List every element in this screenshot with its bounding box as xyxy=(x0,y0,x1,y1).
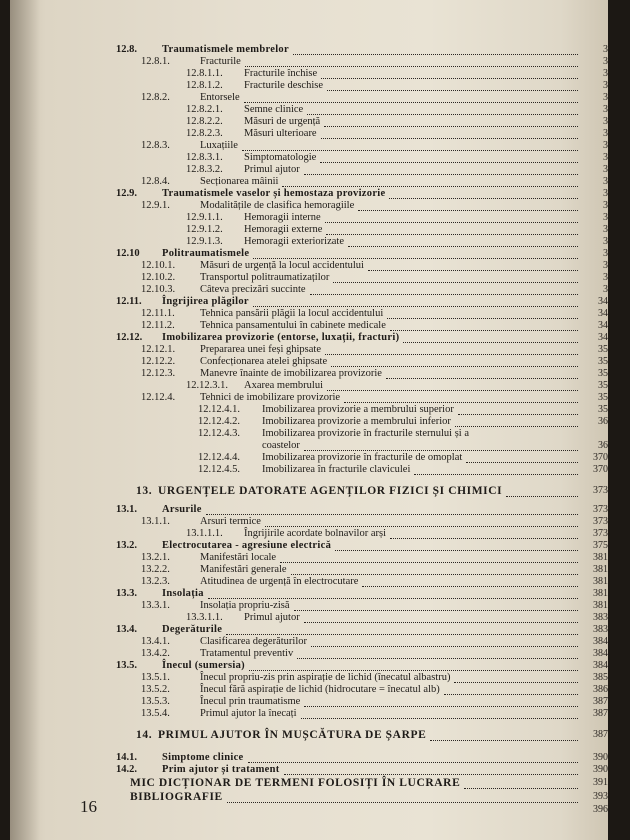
toc-entry-page: 35 xyxy=(598,404,608,415)
toc-entry-page: 35 xyxy=(598,392,608,403)
toc-entry-title: Primul ajutor xyxy=(244,612,300,623)
dot-leader xyxy=(208,598,578,599)
toc-entry-page: 384 xyxy=(593,636,608,647)
toc-entry-title: Arsurile xyxy=(162,504,202,515)
toc-entry xyxy=(10,552,608,564)
toc-entry-title: Entorsele xyxy=(200,92,240,103)
toc-entry-page: 3 xyxy=(603,212,608,223)
toc-entry-page: 390 xyxy=(593,752,608,763)
toc-entry-number: 13.5.2. xyxy=(141,684,170,695)
toc-entry xyxy=(10,188,608,200)
toc-entry-number: 12.10.2. xyxy=(141,272,176,283)
toc-entry-title: Tehnica pansamentului în cabinete medicale xyxy=(200,320,386,331)
toc-entry-number: 13. xyxy=(136,485,153,497)
toc-entry-number: 13.1.1.1. xyxy=(186,528,223,539)
dot-leader xyxy=(226,634,578,635)
toc-entry-page: 3 xyxy=(603,188,608,199)
toc-entry-number: 12.8.1.2. xyxy=(186,80,223,91)
toc-entry xyxy=(10,152,608,164)
toc-entry-title: Măsuri ulterioare xyxy=(244,128,317,139)
toc-entry-number: 12.8.3.1. xyxy=(186,152,223,163)
toc-entry-title: Primul ajutor xyxy=(244,164,300,175)
toc-entry-title: Simptome clinice xyxy=(162,752,244,763)
toc-entry xyxy=(10,236,608,248)
toc-entry-page: 34 xyxy=(598,296,608,307)
dot-leader xyxy=(304,622,578,623)
toc-entry-page: 35 xyxy=(598,368,608,379)
toc-entry-number: 12.12.4.1. xyxy=(198,404,240,415)
toc-entry-number: 12.12.4.5. xyxy=(198,464,240,475)
dot-leader xyxy=(245,66,578,67)
toc-entry-title: Imobilizarea în fracturile claviculei xyxy=(262,464,411,475)
dot-leader xyxy=(282,186,578,187)
toc-entry-number: 13.5.4. xyxy=(141,708,170,719)
dot-leader xyxy=(206,514,578,515)
toc-entry-title: Tehnica pansării plăgii la locul accidentului xyxy=(200,308,384,319)
toc-entry-page: 34 xyxy=(598,320,608,331)
toc-entry-title: Hemoragii interne xyxy=(244,212,321,223)
toc-entry-title: Fracturile deschise xyxy=(244,80,324,91)
dot-leader xyxy=(403,342,578,343)
toc-entry-number: 12.12. xyxy=(116,332,143,343)
toc-entry-page: 385 xyxy=(593,672,608,683)
dot-leader xyxy=(327,90,578,91)
toc-entry xyxy=(10,516,608,528)
toc-entry-page: 393 xyxy=(593,791,608,802)
toc-entry-title: Prim ajutor și tratament xyxy=(162,764,280,775)
toc-entry-number: 14.1. xyxy=(116,752,137,763)
toc-entry xyxy=(10,672,608,684)
toc-entry-page: 391 xyxy=(593,777,608,788)
toc-entry xyxy=(10,528,608,540)
toc-entry-title: Măsuri de urgență la locul accidentului xyxy=(200,260,364,271)
toc-entry-title: Înecul (sumersia) xyxy=(162,660,245,671)
toc-entry-number: 13.5.3. xyxy=(141,696,170,707)
toc-entry xyxy=(10,416,608,428)
toc-entry-page: 3 xyxy=(603,56,608,67)
toc-entry-page: 35 xyxy=(598,380,608,391)
toc-entry-number: 12.10.3. xyxy=(141,284,176,295)
toc-entry xyxy=(10,104,608,116)
toc-entry-page: 3 xyxy=(603,164,608,175)
toc-entry-number: 13.3.1. xyxy=(141,600,170,611)
toc-entry xyxy=(10,684,608,696)
toc-entry-number: 13.1. xyxy=(116,504,137,515)
toc-entry-title: BIBLIOGRAFIE xyxy=(130,791,223,803)
toc-entry-number: 12.9. xyxy=(116,188,137,199)
toc-entry xyxy=(10,320,608,332)
dot-leader xyxy=(227,802,578,803)
toc-entry xyxy=(10,404,608,416)
toc-entry xyxy=(10,284,608,296)
dot-leader xyxy=(390,330,578,331)
toc-entry-page: 34 xyxy=(598,308,608,319)
dot-leader xyxy=(335,550,578,551)
dot-leader xyxy=(358,210,578,211)
toc-entry xyxy=(10,56,608,68)
toc-entry-number: 12.12.4. xyxy=(141,392,176,403)
toc-entry xyxy=(10,600,608,612)
toc-entry xyxy=(10,68,608,80)
toc-entry-title: Imobilizarea provizorie a membrului inferior xyxy=(262,416,451,427)
dot-leader xyxy=(304,174,578,175)
toc-entry xyxy=(10,308,608,320)
toc-entry xyxy=(10,428,608,440)
toc-entry xyxy=(10,116,608,128)
toc-entry-number: 13.5. xyxy=(116,660,137,671)
toc-entry-page: 375 xyxy=(593,540,608,551)
dot-leader xyxy=(414,474,578,475)
toc-entry-number: 12.12.2. xyxy=(141,356,176,367)
toc-entry-title: Manifestări generale xyxy=(200,564,287,575)
dot-leader xyxy=(307,114,578,115)
toc-entry-number: 13.2.3. xyxy=(141,576,170,587)
toc-entry-number: 13.4. xyxy=(116,624,137,635)
toc-entry-number: 12.9.1.1. xyxy=(186,212,223,223)
toc-entry-page: 3 xyxy=(603,116,608,127)
dot-leader xyxy=(304,450,578,451)
toc-chapter-entry xyxy=(10,484,608,498)
dot-leader xyxy=(327,390,578,391)
toc-entry xyxy=(10,452,608,464)
toc-entry-page: 387 xyxy=(593,708,608,719)
toc-entry-title: Înecul fără aspirație de lichid (hidrocutare = înecatul alb) xyxy=(200,684,440,695)
dot-leader xyxy=(331,366,578,367)
toc-entry-page: 34 xyxy=(598,332,608,343)
toc-entry xyxy=(10,464,608,476)
toc-entry-title: Confecționarea atelei ghipsate xyxy=(200,356,328,367)
toc-entry-number: 13.5.1. xyxy=(141,672,170,683)
dot-leader xyxy=(368,270,578,271)
toc-entry xyxy=(10,272,608,284)
toc-entry xyxy=(10,576,608,588)
dot-leader xyxy=(321,138,578,139)
toc-entry-page: 3 xyxy=(603,260,608,271)
dot-leader xyxy=(389,198,578,199)
toc-entry-page: 381 xyxy=(593,564,608,575)
dot-leader xyxy=(466,462,578,463)
toc-entry-page: 35 xyxy=(598,344,608,355)
toc-entry xyxy=(10,356,608,368)
toc-entry-page: 3 xyxy=(603,272,608,283)
toc-entry-page: 3 xyxy=(603,140,608,151)
toc-entry xyxy=(10,164,608,176)
toc-entry-title: Imobilizarea provizorie a membrului superior xyxy=(262,404,454,415)
dot-leader xyxy=(326,234,578,235)
dot-leader xyxy=(249,670,578,671)
toc-entry-page: 3 xyxy=(603,200,608,211)
dot-leader xyxy=(325,354,578,355)
toc-entry-number: 12.12.4.2. xyxy=(198,416,240,427)
toc-entry-number: 12.12.4.4. xyxy=(198,452,240,463)
toc-entry-title: Atitudinea de urgență în electrocutare xyxy=(200,576,359,587)
toc-entry-number: 13.2.1. xyxy=(141,552,170,563)
toc-entry-title: URGENȚELE DATORATE AGENȚILOR FIZICI ȘI CHIMICI xyxy=(158,485,503,497)
toc-entry-title: Îngrijirea plăgilor xyxy=(162,296,249,307)
dot-leader xyxy=(464,788,578,789)
toc-entry-number: 13.3. xyxy=(116,588,137,599)
dot-leader xyxy=(454,682,578,683)
toc-entry-number: 13.4.1. xyxy=(141,636,170,647)
toc-entry-number: 13.2. xyxy=(116,540,137,551)
toc-entry xyxy=(10,636,608,648)
toc-entry-title: Traumatismele membrelor xyxy=(162,44,289,55)
toc-entry-page: 36 xyxy=(598,416,608,427)
toc-entry xyxy=(10,540,608,552)
toc-entry-title: Traumatismele vaselor și hemostaza provizorie xyxy=(162,188,386,199)
toc-entry-page: 383 xyxy=(593,612,608,623)
toc-entry-page: 370 xyxy=(593,464,608,475)
toc-entry-page: 35 xyxy=(598,356,608,367)
toc-entry-title: MIC DICȚIONAR DE TERMENI FOLOSIȚI ÎN LUCRARE xyxy=(130,777,461,789)
toc-entry xyxy=(10,224,608,236)
toc-entry xyxy=(10,752,608,764)
toc-entry-number: 12.8.2.2. xyxy=(186,116,223,127)
toc-entry-title: Politraumatismele xyxy=(162,248,250,259)
toc-chapter-entry xyxy=(10,776,608,790)
toc-entry-number: 12.8.1. xyxy=(141,56,170,67)
toc-entry-title: Prepararea unei feși ghipsate xyxy=(200,344,321,355)
toc-entry-title: Manevre înainte de imobilizarea provizorie xyxy=(200,368,382,379)
toc-entry xyxy=(10,648,608,660)
toc-entry-title: Semne clinice xyxy=(244,104,304,115)
toc-entry-title: Fracturile închise xyxy=(244,68,318,79)
toc-entry-number: 12.8.3.2. xyxy=(186,164,223,175)
dot-leader xyxy=(242,150,578,151)
toc-entry-title: Manifestări locale xyxy=(200,552,277,563)
dot-leader xyxy=(348,246,578,247)
toc-entry-page: 36 xyxy=(598,440,608,451)
toc-entry-title: Secționarea mâinii xyxy=(200,176,279,187)
toc-entry-title: Îngrijirile acordate bolnavilor arși xyxy=(244,528,386,539)
dot-leader xyxy=(430,740,578,741)
toc-chapter-entry xyxy=(10,790,608,804)
toc-entry xyxy=(10,804,608,816)
toc-entry-number: 12.8.2. xyxy=(141,92,170,103)
dot-leader xyxy=(304,706,578,707)
toc-entry xyxy=(10,176,608,188)
toc-entry xyxy=(10,588,608,600)
toc-entry-number: 12.12.3. xyxy=(141,368,176,379)
toc-entry-title: Electrocutarea - agresiune electrică xyxy=(162,540,332,551)
toc-entry-number: 13.3.1.1. xyxy=(186,612,223,623)
toc-entry-number: 12.9.1.2. xyxy=(186,224,223,235)
dot-leader xyxy=(248,762,578,763)
toc-entry-title: Primul ajutor la înecați xyxy=(200,708,297,719)
toc-entry-title: Înecul propriu-zis prin aspirație de lichid (înecatul albastru) xyxy=(200,672,451,683)
toc-entry-title: Insolația xyxy=(162,588,204,599)
toc-entry-page: 3 xyxy=(603,104,608,115)
toc-entry-number: 12.11.2. xyxy=(141,320,175,331)
book-page xyxy=(10,0,608,840)
toc-entry-page: 3 xyxy=(603,152,608,163)
dot-leader xyxy=(297,658,578,659)
dot-leader xyxy=(294,610,578,611)
toc-entry-number: 12.9.1.3. xyxy=(186,236,223,247)
toc-entry-number: 12.8. xyxy=(116,44,137,55)
toc-entry-number: 12.11.1. xyxy=(141,308,175,319)
dot-leader xyxy=(244,102,578,103)
toc-entry-title: Insolația propriu-zisă xyxy=(200,600,290,611)
toc-entry-page: 390 xyxy=(593,764,608,775)
page-number: 16 xyxy=(80,797,97,816)
toc-entry-page: 3 xyxy=(603,128,608,139)
toc-entry-page: 381 xyxy=(593,600,608,611)
toc-entry-page: 384 xyxy=(593,648,608,659)
toc-entry-title: Simptomatologie xyxy=(244,152,317,163)
toc-entry xyxy=(10,504,608,516)
toc-entry-number: 13.1.1. xyxy=(141,516,170,527)
dot-leader xyxy=(325,222,578,223)
toc-entry-page: 383 xyxy=(593,624,608,635)
dot-leader xyxy=(458,414,578,415)
toc-entry-title: Modalitățile de clasifica hemoragiile xyxy=(200,200,355,211)
dot-leader xyxy=(362,586,578,587)
toc-entry-page: 373 xyxy=(593,528,608,539)
toc-entry-number: 12.10.1. xyxy=(141,260,176,271)
toc-entry-page: 381 xyxy=(593,552,608,563)
dot-leader xyxy=(265,526,578,527)
toc-entry-title: Imobilizarea provizorie în fracturile sternului și a xyxy=(262,428,470,439)
toc-entry-page: 373 xyxy=(593,504,608,515)
dot-leader xyxy=(301,718,578,719)
dot-leader xyxy=(386,378,578,379)
toc-entry-page: 3 xyxy=(603,92,608,103)
dot-leader xyxy=(280,562,578,563)
toc-entry-page: 370 xyxy=(593,452,608,463)
toc-entry-number: 12.8.3. xyxy=(141,140,170,151)
toc-chapter-entry xyxy=(10,728,608,742)
toc-entry-title: Transportul politraumatizaților xyxy=(200,272,330,283)
toc-entry xyxy=(10,80,608,92)
toc-entry xyxy=(10,564,608,576)
toc-entry-page: 3 xyxy=(603,44,608,55)
dot-leader xyxy=(390,538,578,539)
toc-entry xyxy=(10,140,608,152)
toc-entry-number: 12.8.4. xyxy=(141,176,170,187)
toc-entry-title: Câteva precizări succinte xyxy=(200,284,306,295)
toc-entry-number: 12.12.4.3. xyxy=(198,428,240,439)
toc-entry-title: Luxațiile xyxy=(200,140,238,151)
toc-entry-title: Degerăturile xyxy=(162,624,223,635)
dot-leader xyxy=(291,574,578,575)
toc-entry-number: 13.2.2. xyxy=(141,564,170,575)
toc-entry-number: 12.9.1. xyxy=(141,200,170,211)
toc-entry xyxy=(10,392,608,404)
toc-entry-page: 3 xyxy=(603,224,608,235)
toc-entry-title: Imobilizarea provizorie în fracturile de omoplat xyxy=(262,452,463,463)
toc-entry xyxy=(10,764,608,776)
toc-entry-page: 373 xyxy=(593,516,608,527)
toc-entry-page: 3 xyxy=(603,68,608,79)
toc-entry-number: 12.12.3.1. xyxy=(186,380,228,391)
toc-entry-number: 13.4.2. xyxy=(141,648,170,659)
dot-leader xyxy=(444,694,578,695)
dot-leader xyxy=(455,426,578,427)
toc-entry xyxy=(10,200,608,212)
toc-entry xyxy=(10,260,608,272)
toc-entry xyxy=(10,368,608,380)
toc-entry-title: Măsuri de urgență xyxy=(244,116,321,127)
dot-leader xyxy=(310,294,578,295)
toc-entry xyxy=(10,612,608,624)
dot-leader xyxy=(311,646,578,647)
toc-entry-page: 3 xyxy=(603,236,608,247)
dot-leader xyxy=(321,78,578,79)
toc-entry-title: PRIMUL AJUTOR ÎN MUȘCĂTURA DE ȘARPE xyxy=(158,729,427,741)
toc-entry-page: 387 xyxy=(593,696,608,707)
toc-entry xyxy=(10,440,608,452)
toc-entry xyxy=(10,248,608,260)
toc-entry-number: 12.12.1. xyxy=(141,344,176,355)
toc-entry xyxy=(10,296,608,308)
dot-leader xyxy=(324,126,578,127)
toc-entry-page: 381 xyxy=(593,576,608,587)
toc-entry xyxy=(10,212,608,224)
toc-entry-title: Tratamentul preventiv xyxy=(200,648,294,659)
toc-entry-page: 396 xyxy=(593,804,608,815)
toc-entry-title: Clasificarea degerăturilor xyxy=(200,636,307,647)
dot-leader xyxy=(253,258,578,259)
toc-entry-title: Axarea membrului xyxy=(244,380,324,391)
toc-entry-number: 14. xyxy=(136,729,153,741)
toc-entry-page: 3 xyxy=(603,284,608,295)
toc-entry-page: 3 xyxy=(603,248,608,259)
dot-leader xyxy=(387,318,578,319)
dot-leader xyxy=(284,774,578,775)
toc-entry-number: 12.8.1.1. xyxy=(186,68,223,79)
toc-entry xyxy=(10,128,608,140)
toc-entry-page: 373 xyxy=(593,485,608,496)
dot-leader xyxy=(293,54,578,55)
toc-entry-number: 12.11. xyxy=(116,296,142,307)
toc-entry xyxy=(10,696,608,708)
toc-entry-number: 12.8.2.3. xyxy=(186,128,223,139)
toc-entry-number: 12.8.2.1. xyxy=(186,104,223,115)
dot-leader xyxy=(506,496,578,497)
toc-entry xyxy=(10,332,608,344)
toc-entry-title: coastelor xyxy=(262,440,300,451)
toc-entry xyxy=(10,660,608,672)
toc-entry-page: 3 xyxy=(603,176,608,187)
toc-entry-title: Tehnici de imobilizare provizorie xyxy=(200,392,341,403)
toc-entry-page: 387 xyxy=(593,729,608,740)
toc-entry-title: Înecul prin traumatisme xyxy=(200,696,301,707)
toc-entry xyxy=(10,44,608,56)
toc-entry-title: Hemoragii externe xyxy=(244,224,323,235)
toc-entry xyxy=(10,708,608,720)
toc-entry-number: 14.2. xyxy=(116,764,137,775)
toc-entry xyxy=(10,624,608,636)
toc-entry xyxy=(10,344,608,356)
toc-entry xyxy=(10,92,608,104)
toc-entry-page: 386 xyxy=(593,684,608,695)
toc-entry-page: 3 xyxy=(603,80,608,91)
toc-entry-page: 381 xyxy=(593,588,608,599)
dot-leader xyxy=(333,282,578,283)
toc-entry-title: Hemoragii exteriorizate xyxy=(244,236,344,247)
dot-leader xyxy=(344,402,578,403)
toc-entry xyxy=(10,380,608,392)
toc-entry-number: 12.10 xyxy=(116,248,140,259)
dot-leader xyxy=(320,162,578,163)
toc-entry-title: Fracturile xyxy=(200,56,241,67)
toc-entry-title: Arsuri termice xyxy=(200,516,261,527)
toc-entry-page: 384 xyxy=(593,660,608,671)
dot-leader xyxy=(253,306,578,307)
toc-entry-title: Imobilizarea provizorie (entorse, luxații, fracturi) xyxy=(162,332,400,343)
